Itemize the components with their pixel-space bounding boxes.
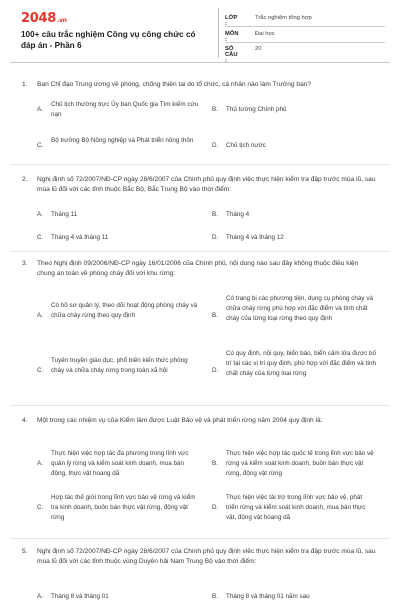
question-text: Nghị định số 72/2007/NĐ-CP ngày 28/6/2007 của Chính phủ quy định việc thực hiện kiểm tra đập trước mùa lũ, sau mùa lũ đối với các tỉnh thuộc Bắc Bộ, Bắc Trung Bộ vào thời điểm: bbox=[37, 176, 376, 194]
meta-rule bbox=[225, 26, 385, 27]
option-letter: B. bbox=[212, 460, 218, 467]
option-text: Chủ tịch nước bbox=[226, 142, 266, 149]
option-letter: C. bbox=[37, 504, 44, 511]
header-divider bbox=[218, 8, 219, 58]
logo-suffix: .vn bbox=[56, 17, 67, 24]
logo-text: 2048 bbox=[21, 11, 56, 26]
option-text: Tháng 8 và tháng 01 năm sau bbox=[226, 593, 310, 600]
question-text: Ban Chỉ đạo Trung ương về phòng, chống thiên tai do tổ chức, cá nhân nào làm Trưởng ban? bbox=[37, 81, 312, 88]
option-letter: A. bbox=[37, 460, 43, 467]
question-text: Nghị định số 72/2007/NĐ-CP ngày 28/6/2007 của Chính phủ quy định việc thực hiện kiểm tra đập trước mùa lũ, sau mùa lũ đối với các tỉnh thuộc vùng Duyên hải Nam Trung Bộ vào thời điểm: bbox=[37, 548, 376, 566]
option-text: Tháng 4 và tháng 11 bbox=[51, 234, 109, 241]
option-text: Tháng 11 bbox=[51, 211, 78, 218]
option-letter: A. bbox=[37, 211, 43, 218]
option-letter: C. bbox=[37, 367, 44, 374]
option-letter: A. bbox=[37, 593, 43, 600]
question-divider bbox=[10, 164, 390, 165]
meta-value: Trắc nghiệm tổng hợp bbox=[255, 15, 312, 21]
meta-key: SỐ CÂU : bbox=[225, 46, 238, 64]
option-text: Có quy định, nội quy, biển báo, biển cấm lửa được bố trí tại các vị trí quy định, phù hợp với đặc điểm và tính chất cháy của từng loại rừng bbox=[226, 350, 377, 378]
option-text: Hợp tác thế giới trong lĩnh vực bảo vệ rừng và kiểm tra kinh doanh, buôn bán thực vật rừng, động vật rừng bbox=[51, 494, 196, 522]
option-text: Thủ tướng Chính phủ bbox=[226, 106, 287, 113]
meta-rule bbox=[225, 42, 385, 43]
option-text: Thực hiện việc tài trợ trong lĩnh vực bảo vệ, phát triển rừng và kiểm soát kinh doanh, mua bán thực vật, động vật hoang dã bbox=[226, 494, 366, 522]
meta-value: Đại học bbox=[255, 31, 275, 37]
option-letter: B. bbox=[212, 106, 218, 113]
option-letter: D. bbox=[212, 367, 219, 374]
option-letter: C. bbox=[37, 142, 44, 149]
header-rule bbox=[10, 62, 390, 63]
meta-key: LỚP : bbox=[225, 15, 238, 27]
option-letter: D. bbox=[212, 504, 219, 511]
question-text: Một trong các nhiệm vụ của Kiểm lâm được Luật Bảo vệ và phát triển rừng năm 2004 quy định là: bbox=[37, 417, 323, 424]
option-text: Tháng 4 bbox=[226, 211, 250, 218]
question-number: 4. bbox=[22, 417, 28, 424]
option-letter: C. bbox=[37, 234, 44, 241]
question-divider bbox=[10, 251, 390, 252]
option-letter: B. bbox=[212, 211, 218, 218]
option-letter: A. bbox=[37, 106, 43, 113]
option-text: Tuyên truyền giáo dục, phổ biến kiến thức phòng cháy và chữa cháy rừng trong toàn xã hội bbox=[51, 357, 188, 375]
question-divider bbox=[10, 405, 390, 406]
question-number: 1. bbox=[22, 81, 28, 88]
question-number: 5. bbox=[22, 548, 28, 555]
option-letter: A. bbox=[37, 312, 43, 319]
document-title: 100+ câu trắc nghiệm Công vụ công chức có đáp án - Phần 6 bbox=[21, 30, 196, 50]
option-text: Có trang bị các phương tiện, dụng cụ phòng cháy và chữa cháy rừng phù hợp với đặc điểm và tính chất cháy của từng loại rừng theo quy định bbox=[226, 295, 373, 323]
page-header bbox=[0, 0, 400, 64]
option-text: Thực hiện việc hợp tác đa phương trong lĩnh vực quản lý rừng và kiểm soát kinh doanh, mua bán động, thực vật hoang dã bbox=[51, 450, 189, 478]
option-text: Tháng 4 và tháng 12 bbox=[226, 234, 284, 241]
meta-key: MÔN : bbox=[225, 31, 239, 43]
option-text: Tháng 8 và tháng 01 bbox=[51, 593, 109, 600]
question-text: Theo Nghị định 09/2006/NĐ-CP ngày 16/01/2006 của Chính phủ, nội dung nào sau đây không thuộc điều kiện chung an toàn về phòng cháy đối với khu rừng: bbox=[37, 260, 359, 278]
option-letter: B. bbox=[212, 312, 218, 319]
question-divider bbox=[10, 538, 390, 539]
meta-value: 20 bbox=[255, 46, 262, 52]
option-letter: D. bbox=[212, 142, 219, 149]
option-text: Chủ tịch thường trực Ủy ban Quốc gia Tìm kiếm cứu nạn bbox=[51, 101, 199, 119]
option-text: Có hồ sơ quản lý, theo dõi hoạt động phòng cháy và chữa cháy rừng theo quy định bbox=[51, 302, 198, 320]
option-text: Thực hiện việc hợp tác quốc tế trong lĩnh vực bảo vệ rừng và kiểm soát kinh doanh, buôn bán thực vật rừng, động vật rừng bbox=[226, 450, 374, 478]
option-letter: B. bbox=[212, 593, 218, 600]
option-letter: D. bbox=[212, 234, 219, 241]
site-logo[interactable] bbox=[21, 11, 67, 26]
question-number: 3. bbox=[22, 260, 28, 267]
option-text: Bộ trưởng Bộ Nông nghiệp và Phát triển nông thôn bbox=[51, 137, 194, 144]
question-number: 2. bbox=[22, 176, 28, 183]
